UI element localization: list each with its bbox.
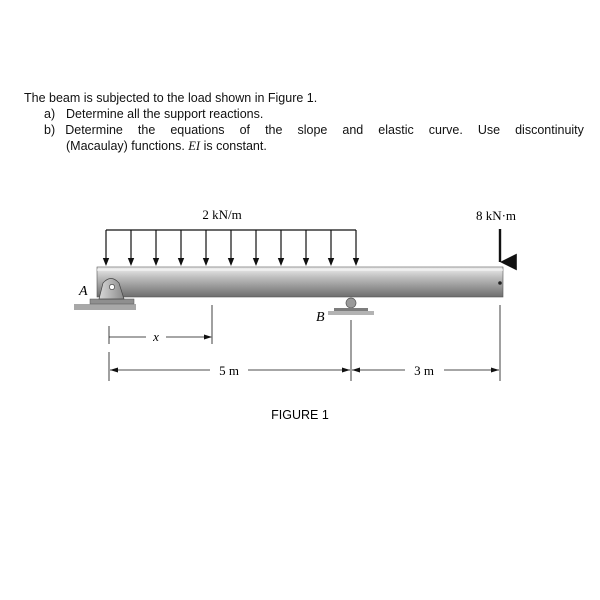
figure-caption: FIGURE 1: [271, 408, 329, 422]
load-arrow-head: [353, 258, 359, 266]
ground-b: [328, 311, 374, 315]
roller-b: [346, 298, 356, 308]
x-coord-arrowhead: [204, 335, 212, 340]
part-b-word: elastic: [378, 123, 414, 137]
distributed-load: [103, 207, 359, 266]
load-arrow-head: [328, 258, 334, 266]
part-b-label: b): [44, 123, 56, 137]
part-a-text: Determine all the support reactions.: [66, 107, 264, 121]
pin-hole-a: [109, 284, 114, 289]
distributed-load-label: 2 kN/m: [202, 207, 242, 222]
load-arrow-head: [303, 258, 309, 266]
load-arrow-head: [278, 258, 284, 266]
dim-left-arrow-l: [110, 368, 118, 373]
support-b: [316, 298, 374, 325]
moment-label: 8 kN·m: [475, 208, 517, 223]
part-b-cont-pre: (Macaulay) functions.: [66, 139, 185, 153]
load-arrow-head: [253, 258, 259, 266]
part-b-word: discontinuity: [515, 123, 584, 137]
load-arrow-head: [228, 258, 234, 266]
dim-right-label: 3 m: [414, 363, 434, 378]
load-arrow-head: [103, 258, 109, 266]
part-b-word: the: [265, 123, 283, 137]
support-b-label: B: [316, 310, 325, 325]
dimensions: [109, 305, 500, 381]
moment-load: [476, 208, 516, 262]
dim-left-label: 5 m: [219, 363, 239, 378]
part-b-word: of: [239, 123, 251, 137]
load-arrow-head: [153, 258, 159, 266]
x-coordinate: [109, 305, 212, 344]
dim-right-arrow-l: [352, 368, 360, 373]
support-a-label: A: [79, 284, 88, 299]
beam: [97, 267, 503, 297]
x-label: x: [153, 329, 159, 344]
part-b-word: and: [342, 123, 364, 137]
part-b-word: Determine: [65, 123, 123, 137]
pin-base-a: [90, 299, 134, 304]
dim-left-arrow-r: [342, 368, 350, 373]
part-b-word: slope: [297, 123, 328, 137]
part-a-label: a): [44, 107, 56, 121]
part-b-word: curve.: [428, 123, 463, 137]
load-arrow-head: [128, 258, 134, 266]
problem-intro: The beam is subjected to the load shown in Figure 1.: [24, 91, 318, 105]
roller-plate-b: [334, 308, 368, 311]
load-arrows: [103, 230, 359, 266]
part-b-ei: EI: [188, 139, 201, 153]
dim-right-arrow-r: [491, 368, 499, 373]
beam-body: [97, 267, 503, 297]
ground-a: [74, 304, 136, 310]
load-arrow-head: [178, 258, 184, 266]
part-b-word: Use: [477, 123, 501, 137]
load-arrow-head: [203, 258, 209, 266]
part-b-cont-post: is constant.: [203, 139, 267, 153]
part-b-word: equations: [170, 123, 225, 137]
moment-point: [498, 281, 502, 285]
part-b-word: the: [137, 123, 156, 137]
